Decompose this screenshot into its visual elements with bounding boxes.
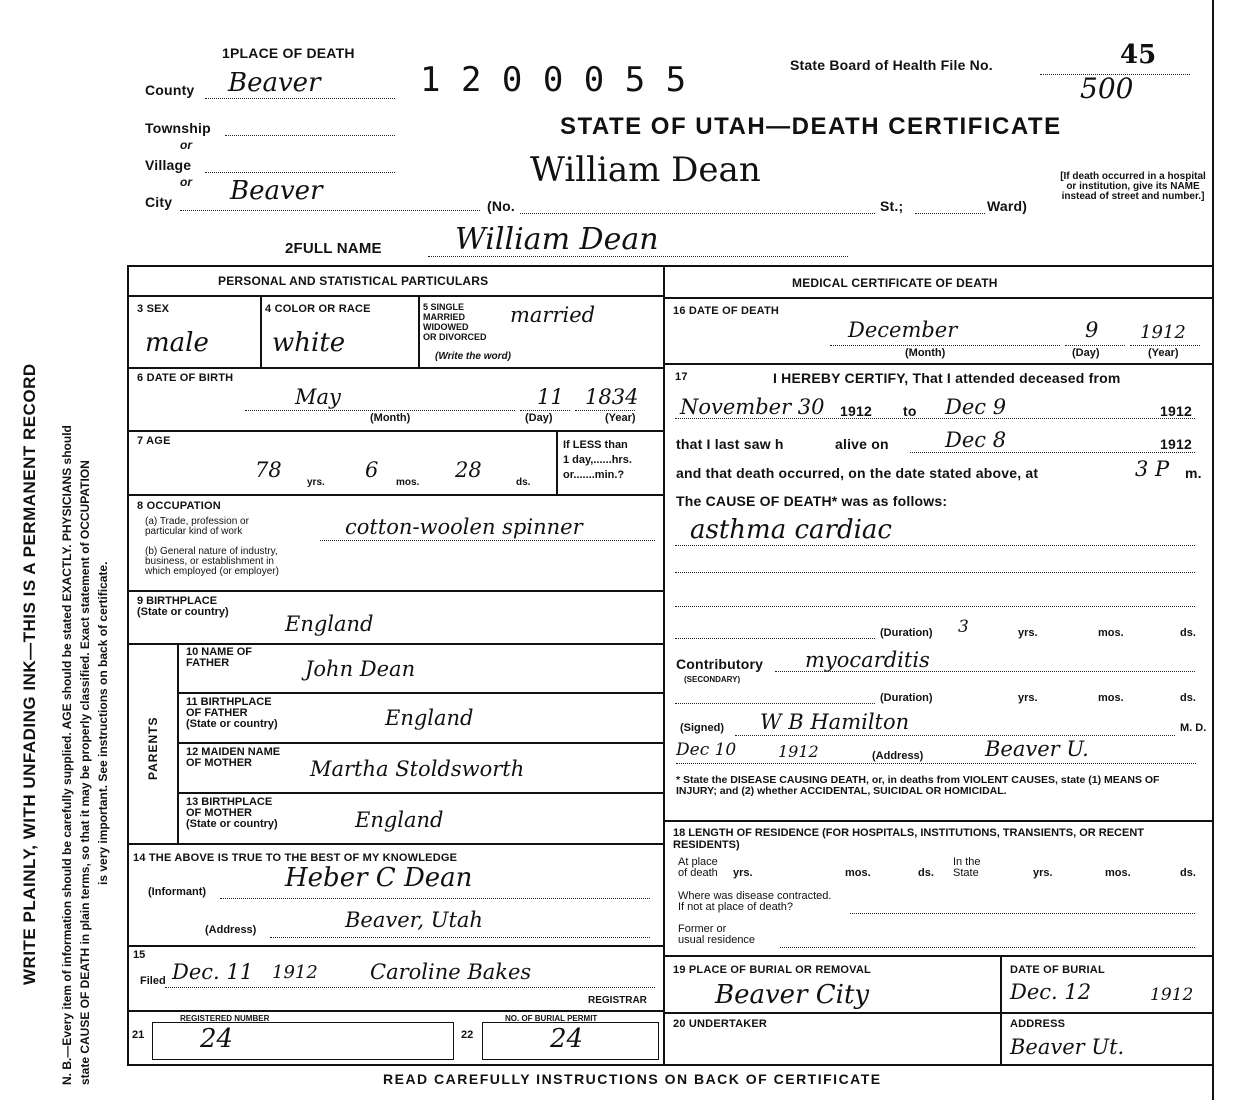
occupation-label: 8 OCCUPATION <box>137 500 221 512</box>
undertaker-address-label: ADDRESS <box>1010 1018 1066 1030</box>
file-number-top: 45 <box>1120 40 1157 70</box>
physician-signature: W B Hamilton <box>760 710 910 734</box>
certificate-stamp-number: 1 2 0 0 0 5 5 <box>420 60 687 100</box>
dob-year-caption: (Year) <box>605 412 636 424</box>
former-residence-label: Former or usual residence <box>678 923 756 946</box>
res-place-ds: ds. <box>918 867 934 879</box>
burial-permit-label: NO. OF BURIAL PERMIT <box>505 1014 598 1023</box>
sex-value: male <box>145 328 209 358</box>
res-state-yrs: yrs. <box>1033 867 1053 879</box>
duration-yrs-2: yrs. <box>1018 692 1038 704</box>
burial-place-value: Beaver City <box>715 980 870 1010</box>
footer-instructions: READ CAREFULLY INSTRUCTIONS ON BACK OF CERTIFICATE <box>383 1071 882 1087</box>
age-label: 7 AGE <box>137 435 171 447</box>
burial-date-label: DATE OF BURIAL <box>1010 964 1105 976</box>
certify-item-number: 17 <box>675 371 688 383</box>
city-label: City <box>145 194 173 210</box>
file-number-label: State Board of Health File No. <box>790 57 993 73</box>
dod-month-caption: (Month) <box>905 347 946 359</box>
or-label-1: or <box>180 138 192 152</box>
marital-label: 5 SINGLE MARRIED WIDOWED OR DIVORCED <box>423 302 487 342</box>
birthplace-value: England <box>285 612 374 636</box>
dod-day-caption: (Day) <box>1072 347 1100 359</box>
res-place-yrs: yrs. <box>733 867 753 879</box>
sex-label: 3 SEX <box>137 303 170 315</box>
full-name-value: William Dean <box>455 222 659 257</box>
medical-section-title: MEDICAL CERTIFICATE OF DEATH <box>792 276 998 290</box>
filed-label: Filed <box>140 975 166 987</box>
dob-label: 6 DATE OF BIRTH <box>137 372 234 384</box>
or-label-2: or <box>180 175 192 189</box>
meridiem-label: m. <box>1185 465 1202 481</box>
margin-instruction-4: is very important. See instructions on back of certificate. <box>96 561 110 885</box>
last-saw-label: that I last saw h <box>676 436 784 452</box>
informant-value: Heber C Dean <box>285 863 473 893</box>
duration-yrs-1: yrs. <box>1018 627 1038 639</box>
margin-instruction-3: state CAUSE OF DEATH in plain terms, so that it may be properly classified. Exact statement of OCCUPATION <box>78 460 92 1085</box>
age-yrs-unit: yrs. <box>307 477 325 488</box>
alive-on-label: alive on <box>835 436 889 452</box>
signed-date: Dec 10 <box>676 740 737 760</box>
cause-value: asthma cardiac <box>690 515 892 545</box>
parents-label: PARENTS <box>146 716 160 780</box>
certify-text: I HEREBY CERTIFY, That I attended deceased from <box>773 370 1121 386</box>
dod-label: 16 DATE OF DEATH <box>673 305 780 317</box>
street-label: St.; <box>880 198 904 214</box>
secondary-label: (SECONDARY) <box>684 675 741 684</box>
mother-birthplace-value: England <box>355 808 444 832</box>
attended-to-label: to <box>903 403 917 419</box>
signed-label: (Signed) <box>680 722 724 734</box>
attended-to-date: Dec 9 <box>945 395 1007 419</box>
res-place-mos: mos. <box>845 867 871 879</box>
county-value: Beaver <box>228 68 321 98</box>
place-of-death-label: 1PLACE OF DEATH <box>222 45 355 61</box>
typed-name: William Dean <box>530 150 761 190</box>
age-months: 6 <box>365 458 379 482</box>
father-label: 10 NAME OF FATHER <box>186 646 253 669</box>
mother-label: 12 MAIDEN NAME OF MOTHER <box>186 746 281 769</box>
race-value: white <box>272 328 346 358</box>
marital-value: married <box>510 303 596 327</box>
city-value: Beaver <box>230 176 323 206</box>
dob-year: 1834 <box>585 385 639 409</box>
registered-number-box <box>152 1022 454 1060</box>
duration-ds-2: ds. <box>1180 692 1196 704</box>
dod-month: December <box>848 318 958 342</box>
township-label: Township <box>145 120 211 136</box>
last-saw-date: Dec 8 <box>945 428 1007 452</box>
hospital-note: [If death occurred in a hospital or institution, give its NAME instead of street and number.] <box>1060 171 1206 202</box>
street-no-label: (No. <box>487 198 516 214</box>
dob-month-caption: (Month) <box>370 412 411 424</box>
dob-day: 11 <box>537 385 564 409</box>
dod-year: 1912 <box>1140 322 1186 343</box>
father-birthplace-label: 11 BIRTHPLACE OF FATHER (State or country) <box>186 696 278 730</box>
contributory-value: myocarditis <box>805 648 930 672</box>
duration-label-1: (Duration) <box>880 627 933 639</box>
registrar-label: REGISTRAR <box>588 995 647 1006</box>
personal-section-title: PERSONAL AND STATISTICAL PARTICULARS <box>218 274 489 288</box>
undertaker-label: 20 UNDERTAKER <box>673 1018 768 1030</box>
filed-item-number: 15 <box>133 949 146 961</box>
md-label: M. D. <box>1180 722 1207 734</box>
burial-permit-item: 22 <box>461 1029 474 1041</box>
mother-birthplace-label: 13 BIRTHPLACE OF MOTHER (State or country) <box>186 796 278 830</box>
father-value: John Dean <box>305 657 416 681</box>
burial-permit-value: 24 <box>550 1024 584 1054</box>
full-name-label: 2FULL NAME <box>285 240 382 257</box>
duration-mos-1: mos. <box>1098 627 1124 639</box>
filed-date: Dec. 11 <box>172 960 254 984</box>
cause-footnote: * State the DISEASE CAUSING DEATH, or, in deaths from VIOLENT CAUSES, state (1) MEANS OF INJURY; and (2) whether ACCIDENTAL, SUICIDAL OR HOMICIDAL. <box>676 774 1160 797</box>
age-less-than: If LESS than 1 day,......hrs. or.......min.? <box>563 439 632 481</box>
dod-day: 9 <box>1085 318 1099 342</box>
death-occurred-label: and that death occurred, on the date stated above, at <box>676 465 1039 481</box>
burial-date-value: Dec. 12 <box>1010 980 1092 1004</box>
duration-ds-1: ds. <box>1180 627 1196 639</box>
father-birthplace-value: England <box>385 706 474 730</box>
registered-number-value: 24 <box>200 1024 234 1054</box>
occupation-value: cotton-woolen spinner <box>345 515 583 539</box>
filed-year: 1912 <box>272 962 318 983</box>
res-state-mos: mos. <box>1105 867 1131 879</box>
duration-mos-2: mos. <box>1098 692 1124 704</box>
attended-from-year: 1912 <box>840 403 872 419</box>
age-mos-unit: mos. <box>396 477 420 488</box>
informant-address-label: (Address) <box>205 924 257 936</box>
attended-from-date: November 30 <box>680 395 825 419</box>
age-years: 78 <box>255 458 282 482</box>
physician-address-label: (Address) <box>872 750 924 762</box>
village-label: Village <box>145 157 192 173</box>
undertaker-address-value: Beaver Ut. <box>1010 1035 1125 1059</box>
true-statement-label: 14 THE ABOVE IS TRUE TO THE BEST OF MY KNOWLEDGE <box>133 852 458 864</box>
cause-label: The CAUSE OF DEATH* was as follows: <box>676 493 948 509</box>
death-time: 3 P <box>1135 457 1170 481</box>
dod-year-caption: (Year) <box>1148 347 1179 359</box>
burial-year-value: 1912 <box>1150 985 1194 1005</box>
birthplace-label: 9 BIRTHPLACE (State or country) <box>137 595 229 618</box>
mother-value: Martha Stoldsworth <box>310 757 525 781</box>
dob-day-caption: (Day) <box>525 412 553 424</box>
dob-month: May <box>295 385 341 409</box>
age-ds-unit: ds. <box>516 477 531 488</box>
occupation-b: (b) General nature of industry, business, or establishment in which employed (or employer) <box>145 546 279 577</box>
race-label: 4 COLOR OR RACE <box>265 303 371 315</box>
occupation-a: (a) Trade, profession or particular kind of work <box>145 516 249 537</box>
last-saw-year: 1912 <box>1160 436 1192 452</box>
marital-write-word: (Write the word) <box>435 351 511 362</box>
ward-label: Ward) <box>987 198 1028 214</box>
in-state-label: In the State <box>953 856 981 879</box>
attended-to-year: 1912 <box>1160 403 1192 419</box>
informant-label: (Informant) <box>148 886 207 898</box>
registered-number-label: REGISTERED NUMBER <box>180 1014 270 1023</box>
res-state-ds: ds. <box>1180 867 1196 879</box>
margin-instruction-2: N. B.—Every item of information should be carefully supplied. AGE should be stated EXACTLY. PHYSICIANS should <box>60 425 74 1085</box>
physician-address-value: Beaver U. <box>985 737 1089 761</box>
duration-years: 3 <box>958 617 969 637</box>
residence-label: 18 LENGTH OF RESIDENCE (FOR HOSPITALS, INSTITUTIONS, TRANSIENTS, OR RECENT RESIDENTS) <box>673 827 1144 851</box>
informant-address-value: Beaver, Utah <box>345 908 483 932</box>
disease-contracted-label: Where was disease contracted. If not at place of death? <box>678 890 832 913</box>
certificate-title: STATE OF UTAH—DEATH CERTIFICATE <box>560 113 1062 140</box>
file-number-bottom: 500 <box>1080 72 1134 105</box>
county-label: County <box>145 82 195 98</box>
margin-instruction-1: WRITE PLAINLY, WITH UNFADING INK—THIS IS A PERMANENT RECORD <box>20 363 39 985</box>
registrar-value: Caroline Bakes <box>370 960 532 984</box>
at-place-label: At place of death <box>678 856 718 879</box>
duration-label-2: (Duration) <box>880 692 933 704</box>
burial-place-label: 19 PLACE OF BURIAL OR REMOVAL <box>673 964 871 976</box>
registered-number-item: 21 <box>132 1029 145 1041</box>
age-days: 28 <box>455 458 482 482</box>
signed-year: 1912 <box>778 742 819 761</box>
contributory-label: Contributory <box>676 656 764 672</box>
